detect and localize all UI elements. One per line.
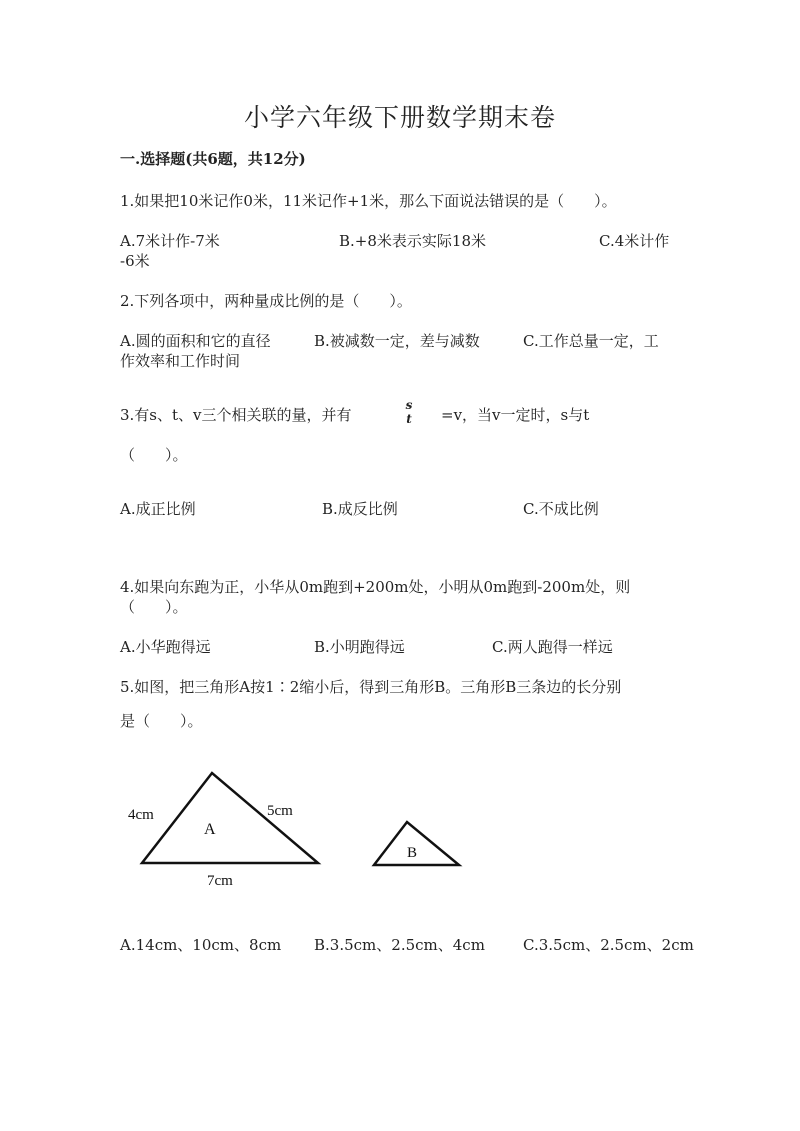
question-4-option-a: A.小华跑得远 xyxy=(120,638,211,656)
question-2-option-c-wrap: 作效率和工作时间 xyxy=(120,352,241,370)
question-3-stem-after: =v，当v一定时，s与t xyxy=(441,406,590,424)
side-bottom-label: 7cm xyxy=(207,873,233,889)
page-title: 小学六年级下册数学期末卷 xyxy=(243,103,556,132)
question-1-option-a: A.7米计作-7米 xyxy=(120,232,220,250)
section-title: 一.选择题(共6题，共12分) xyxy=(120,150,306,168)
question-5-option-a: A.14cm、10cm、8cm xyxy=(120,936,282,954)
question-1-option-c: C.4米计作 xyxy=(599,232,670,250)
question-3-option-c: C.不成比例 xyxy=(523,500,599,518)
triangles-figure xyxy=(120,760,480,900)
triangle-b-label: B xyxy=(407,845,418,861)
question-4-stem-line2: （ ）。 xyxy=(120,598,188,616)
question-2-option-b: B.被减数一定，差与减数 xyxy=(314,332,480,350)
question-4-option-b: B.小明跑得远 xyxy=(314,638,405,656)
question-5-stem-line2: 是（ ）。 xyxy=(120,712,203,730)
question-3-option-b: B.成反比例 xyxy=(322,500,398,518)
question-1-option-b: B.+8米表示实际18米 xyxy=(339,232,486,250)
question-4-option-c: C.两人跑得一样远 xyxy=(492,638,613,656)
fraction-numerator: s xyxy=(405,398,413,412)
question-5-stem: 5.如图，把三角形A按1∶2缩小后，得到三角形B。三角形B三条边的长分别 xyxy=(120,678,622,696)
question-3-option-a: A.成正比例 xyxy=(120,500,196,518)
question-4-stem: 4.如果向东跑为正，小华从0m跑到+200m处，小明从0m跑到-200m处，则 xyxy=(120,578,631,596)
side-left-label: 4cm xyxy=(128,807,154,823)
question-3-stem-line2: （ ）。 xyxy=(120,446,188,464)
side-right-label: 5cm xyxy=(267,803,293,819)
question-2-option-a: A.圆的面积和它的直径 xyxy=(120,332,271,350)
triangle-a-label: A xyxy=(204,821,216,838)
question-1-stem: 1.如果把10米记作0米，11米记作+1米，那么下面说法错误的是（ ）。 xyxy=(120,192,617,210)
fraction-s-over-t xyxy=(398,398,420,426)
question-2-stem: 2.下列各项中，两种量成比例的是（ ）。 xyxy=(120,292,412,310)
question-2-option-c: C.工作总量一定，工 xyxy=(523,332,659,350)
fraction-denominator: t xyxy=(406,412,412,426)
question-1-option-c-wrap: -6米 xyxy=(120,252,150,270)
question-5-option-b: B.3.5cm、2.5cm、4cm xyxy=(314,936,485,954)
question-5-option-c: C.3.5cm、2.5cm、2cm xyxy=(523,936,694,954)
question-3-stem-before: 3.有s、t、v三个相关联的量，并有 xyxy=(120,406,352,424)
